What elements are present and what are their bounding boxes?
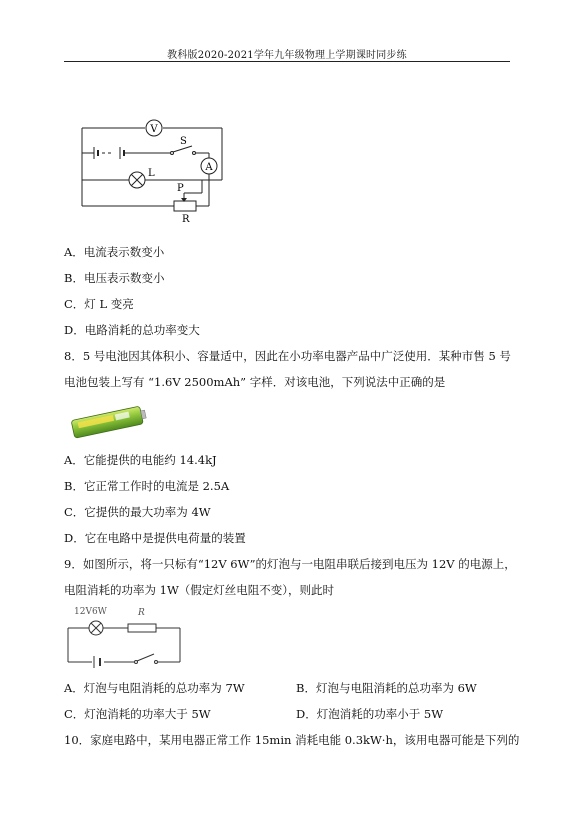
header-divider [64,61,510,62]
lamp-symbol [129,172,145,188]
q8-stem-line1: 8．5 号电池因其体积小、容量适中，因此在小功率电器产品中广泛使用．某种市售 5 号 [64,349,511,363]
battery-symbol [94,147,124,159]
svg-text:R: R [182,214,190,225]
svg-text:L: L [148,168,155,179]
svg-text:R: R [138,608,145,618]
svg-text:12V6W: 12V6W [74,607,107,617]
svg-text:A: A [205,162,213,173]
q9-option-a: A．灯泡与电阻消耗的总功率为 7W [64,681,245,695]
page-header: 教科版2020-2021学年九年级物理上学期课时同步练 [167,50,407,61]
q9-option-c: C．灯泡消耗的功率大于 5W [64,707,211,721]
svg-text:V: V [150,124,158,135]
q9-option-b: B．灯泡与电阻消耗的总功率为 6W [296,681,477,695]
resistor-symbol [128,624,156,632]
q9-stem-line1: 9．如图所示，将一只标有“12V 6W”的灯泡与一电阻串联后接到电压为 12V 的电源上， [64,557,516,571]
q8-option-c: C．它提供的最大功率为 4W [64,505,211,519]
rheostat-symbol [174,201,196,211]
q9-option-d: D．灯泡消耗的功率小于 5W [296,707,444,721]
svg-text:P: P [177,183,184,194]
switch-symbol [171,146,196,155]
circuit-diagram-q7 [74,118,234,225]
q8-option-d: D．它在电路中是提供电荷量的装置 [64,531,246,545]
q8-stem-line2: 电池包装上写有 “1.6V 2500mAh” 字样．对该电池，下列说法中正确的是 [64,375,446,389]
q7-option-b: B．电压表示数变小 [64,271,165,285]
q9-stem-line2: 电阻消耗的功率为 1W（假定灯丝电阻不变），则此时 [64,583,335,597]
q7-option-c: C．灯 L 变亮 [64,297,134,311]
circuit-diagram-q9 [62,602,187,670]
battery-symbol [94,656,100,668]
lamp-symbol [89,621,103,635]
q7-option-d: D．电路消耗的总功率变大 [64,323,200,337]
svg-text:S: S [180,136,187,147]
switch-symbol [135,654,158,664]
q8-option-b: B．它正常工作时的电流是 2.5A [64,479,230,493]
q10-stem-line1: 10．家庭电路中，某用电器正常工作 15min 消耗电能 0.3kW·h，该用电器可能是下列的 [64,733,520,747]
q7-option-a: A．电流表示数变小 [64,245,165,259]
q8-option-a: A．它能提供的电能约 14.4kJ [64,453,217,467]
battery-photo [66,397,150,445]
